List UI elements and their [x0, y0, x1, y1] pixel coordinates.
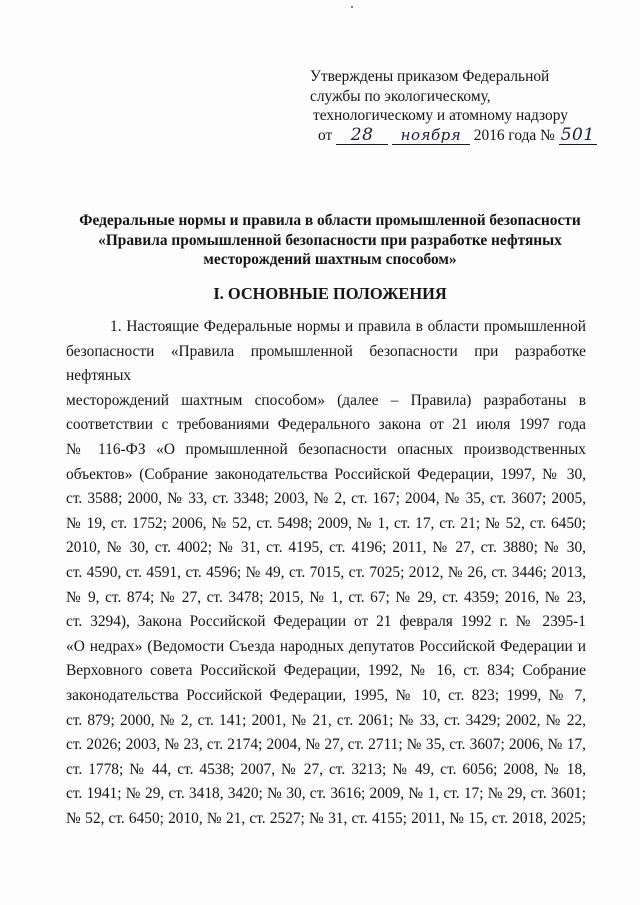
approval-date-line [310, 126, 610, 146]
paragraph-line: ст. 4590, ст. 4591, ст. 4596; № 49, ст. 7015, ст. 7025; 2012, № 26, ст. 3446; 2013, [66, 563, 586, 581]
title-line: «Правила промышленной безопасности при разработке нефтяных [98, 231, 562, 249]
scan-speck [351, 6, 353, 8]
approval-line: Утверждены приказом Федеральной [310, 68, 550, 85]
paragraph-line: № 116-ФЗ «О промышленной безопасности опасных производственных [66, 440, 586, 458]
paragraph-line: законодательства Российской Федерации, 1995, № 10, ст. 823; 1999, № 7, [66, 686, 586, 704]
title-line: Федеральные нормы и правила в области промышленной безопасности [79, 212, 581, 229]
paragraph-line: ст. 3588; 2000, № 33, ст. 3348; 2003, № 2, ст. 167; 2004, № 35, ст. 3607; 2005, [66, 490, 586, 508]
paragraph-line: соответствии с требованиями Федерального закона от 21 июля 1997 года [66, 416, 586, 434]
body-paragraph [66, 315, 586, 831]
approval-line: службы по экологическому, [310, 87, 491, 105]
paragraph-line: ст. 1778; № 44, ст. 4538; 2007, № 27, ст. 3213; № 49, ст. 6056; 2008, № 18, [66, 760, 586, 778]
approval-block [310, 67, 610, 145]
paragraph-line: ст. 3294), Закона Российской Федерации от 21 февраля 1992 г. № 2395-1 [66, 613, 586, 631]
handwritten-order-number: 501 [559, 127, 597, 145]
section-heading: I. ОСНОВНЫЕ ПОЛОЖЕНИЯ [213, 284, 447, 303]
title-line: месторождений шахтным способом» [203, 251, 457, 268]
paragraph-line: безопасности «Правила промышленной безопасности при разработке нефтяных [66, 342, 586, 385]
handwritten-month: ноября [392, 127, 470, 145]
paragraph-line: ст. 2026; 2003, № 23, ст. 2174; 2004, № 27, ст. 2711; № 35, ст. 3607; 2006, № 17, [66, 736, 586, 754]
document-title [40, 211, 620, 270]
paragraph-line: ст. 1941; № 29, ст. 3418, 3420; № 30, ст. 3616; 2009, № 1, ст. 17; № 29, ст. 3601; [66, 785, 586, 803]
paragraph-line: Верховного совета Российской Федерации, 1992, № 16, ст. 834; Собрание [66, 662, 586, 680]
handwritten-day: 28 [336, 127, 388, 145]
paragraph-line: № 9, ст. 874; № 27, ст. 3478; 2015, № 1, ст. 67; № 29, ст. 4359; 2016, № 23, [66, 588, 586, 606]
paragraph-line: 2010, № 30, ст. 4002; № 31, ст. 4195, ст. 4196; 2011, № 27, ст. 3880; № 30, [66, 539, 586, 557]
paragraph-line: «О недрах» (Ведомости Съезда народных депутатов Российской Федерации и [66, 637, 586, 655]
approval-line: технологическому и атомному надзору [313, 107, 568, 124]
date-prefix: от [318, 126, 333, 144]
paragraph-line: 1. Настоящие Федеральные нормы и правила в области промышленной [110, 318, 586, 335]
date-year: 2016 года № [473, 126, 555, 144]
paragraph-line: № 19, ст. 1752; 2006, № 52, ст. 5498; 2009, № 1, ст. 17, ст. 21; № 52, ст. 6450; [66, 514, 586, 532]
paragraph-line: объектов» (Собрание законодательства Российской Федерации, 1997, № 30, [66, 465, 586, 483]
paragraph-line: месторождений шахтным способом» (далее – Правила) разработаны в [66, 391, 586, 409]
paragraph-line: ст. 879; 2000, № 2, ст. 141; 2001, № 21, ст. 2061; № 33, ст. 3429; 2002, № 22, [66, 711, 586, 729]
paragraph-line: № 52, ст. 6450; 2010, № 21, ст. 2527; № 31, ст. 4155; 2011, № 15, ст. 2018, 2025; [66, 809, 586, 827]
